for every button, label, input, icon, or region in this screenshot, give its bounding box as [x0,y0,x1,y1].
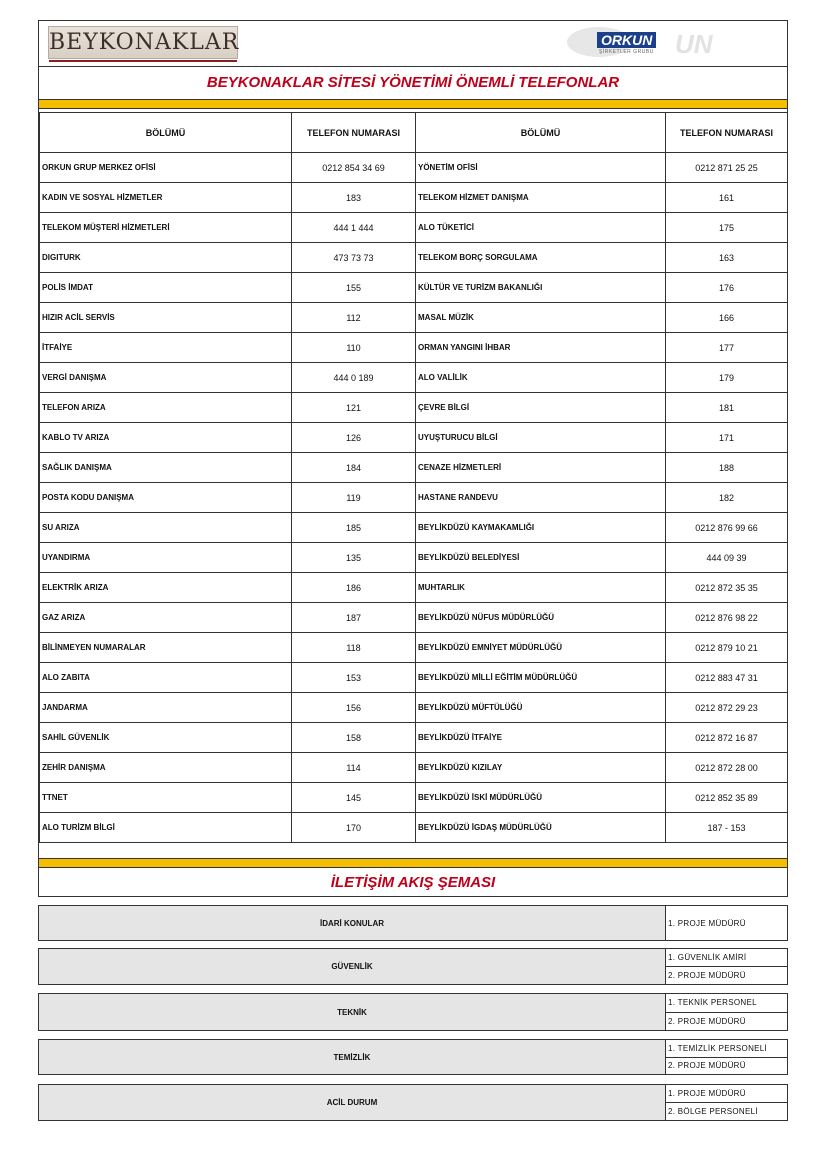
phone-number-cell: 0212 872 35 35 [666,573,788,603]
table-row [40,303,788,333]
department-cell: KABLO TV ARIZA [40,423,292,453]
table-row [40,423,788,453]
department-cell: BEYLİKDÜZÜ İSKİ MÜDÜRLÜĞÜ [416,783,666,813]
flow-contact: 2. BÖLGE PERSONELİ [668,1107,758,1116]
phone-table [39,112,788,843]
department-cell: ELEKTRİK ARIZA [40,573,292,603]
phone-number-cell: 156 [292,693,416,723]
table-row [40,513,788,543]
table-row [40,783,788,813]
phone-number-cell: 155 [292,273,416,303]
table-header-row [40,113,788,153]
phone-number-cell: 112 [292,303,416,333]
phone-number-cell: 188 [666,453,788,483]
flow-contact: 2. PROJE MÜDÜRÜ [668,971,746,980]
phone-number-cell: 0212 852 35 89 [666,783,788,813]
table-row [40,153,788,183]
phone-number-cell: 158 [292,723,416,753]
flow-contact: 1. PROJE MÜDÜRÜ [668,918,746,928]
phone-number-cell: 110 [292,333,416,363]
table-row [40,243,788,273]
flow-contact: 2. PROJE MÜDÜRÜ [668,1016,746,1026]
phone-number-cell: 444 09 39 [666,543,788,573]
flow-topic: TEMİZLİK [39,1040,666,1074]
column-header: BÖLÜMÜ [40,113,292,153]
page-title: BEYKONAKLAR SİTESİ YÖNETİMİ ÖNEMLİ TELEFONLAR [206,74,620,91]
phone-number-cell: 185 [292,513,416,543]
logo-underline [49,60,237,62]
department-cell: BEYLİKDÜZÜ MİLLİ EĞİTİM MÜDÜRLÜĞÜ [416,663,666,693]
department-cell: İTFAİYE [40,333,292,363]
department-cell: TELEFON ARIZA [40,393,292,423]
department-cell: ALO VALİLİK [416,363,666,393]
orkun-logo [567,27,763,59]
phone-number-cell: 184 [292,453,416,483]
department-cell: VERGİ DANIŞMA [40,363,292,393]
phone-number-cell: 121 [292,393,416,423]
department-cell: TELEKOM HİZMET DANIŞMA [416,183,666,213]
flow-title-row [38,868,788,897]
department-cell: BEYLİKDÜZÜ İTFAİYE [416,723,666,753]
phone-number-cell: 170 [292,813,416,843]
phone-number-cell: 114 [292,753,416,783]
department-cell: BEYLİKDÜZÜ MÜFTÜLÜĞÜ [416,693,666,723]
phone-number-cell: 171 [666,423,788,453]
phone-number-cell: 163 [666,243,788,273]
flow-contacts [666,906,787,940]
table-row [40,393,788,423]
department-cell: ZEHİR DANIŞMA [40,753,292,783]
flow-contact: 2. PROJE MÜDÜRÜ [668,1061,746,1071]
orkun-logo-word: ORKUN [597,32,656,48]
phone-number-cell: 183 [292,183,416,213]
department-cell: MUHTARLIK [416,573,666,603]
flow-group [38,1039,788,1075]
table-row [40,813,788,843]
department-cell: ORMAN YANGINI İHBAR [416,333,666,363]
beykonaklar-logo [48,26,238,59]
phone-list-frame [38,20,788,868]
department-cell: SAHİL GÜVENLİK [40,723,292,753]
phone-number-cell: 0212 872 16 87 [666,723,788,753]
flow-contacts [666,1040,787,1074]
department-cell: BEYLİKDÜZÜ NÜFUS MÜDÜRLÜĞÜ [416,603,666,633]
flow-contacts [666,1085,787,1120]
phone-number-cell: 126 [292,423,416,453]
department-cell: ALO TURİZM BİLGİ [40,813,292,843]
flow-topic: GÜVENLİK [39,949,666,984]
flow-contact: 1. TEKNİK PERSONEL [666,994,787,1013]
phone-number-cell: 473 73 73 [292,243,416,273]
flow-contact: 1. PROJE MÜDÜRÜ [666,1085,787,1103]
phone-number-cell: 135 [292,543,416,573]
department-cell: CENAZE HİZMETLERİ [416,453,666,483]
flow-title: İLETİŞİM AKIŞ ŞEMASI [330,874,496,891]
column-header: TELEFON NUMARASI [666,113,788,153]
department-cell: TELEKOM MÜŞTERİ HİZMETLERİ [40,213,292,243]
phone-number-cell: 161 [666,183,788,213]
flow-group [38,948,788,985]
flow-group [38,905,788,941]
orkun-logo-subtitle: ŞİRKETLER GRUBU [599,49,654,55]
department-cell: JANDARMA [40,693,292,723]
flow-group [38,993,788,1031]
column-header: BÖLÜMÜ [416,113,666,153]
column-header: TELEFON NUMARASI [292,113,416,153]
department-cell: HASTANE RANDEVU [416,483,666,513]
phone-number-cell: 0212 876 98 22 [666,603,788,633]
department-cell: TELEKOM BORÇ SORGULAMA [416,243,666,273]
department-cell: BEYLİKDÜZÜ BELEDİYESİ [416,543,666,573]
table-row [40,633,788,663]
phone-number-cell: 182 [666,483,788,513]
flow-contacts [666,994,787,1030]
department-cell: ORKUN GRUP MERKEZ OFİSİ [40,153,292,183]
department-cell: BEYLİKDÜZÜ İGDAŞ MÜDÜRLÜĞÜ [416,813,666,843]
phone-number-cell: 175 [666,213,788,243]
logo-row [39,21,787,67]
phone-number-cell: 444 1 444 [292,213,416,243]
table-row [40,723,788,753]
table-row [40,333,788,363]
department-cell: KADIN VE SOSYAL HİZMETLER [40,183,292,213]
phone-number-cell: 177 [666,333,788,363]
table-row [40,543,788,573]
phone-number-cell: 187 - 153 [666,813,788,843]
phone-number-cell: 153 [292,663,416,693]
flow-contact: 1. GÜVENLİK AMİRİ [666,949,787,967]
phone-number-cell: 0212 872 28 00 [666,753,788,783]
table-row [40,753,788,783]
department-cell: POLİS İMDAT [40,273,292,303]
department-cell: MASAL MÜZİK [416,303,666,333]
phone-number-cell: 0212 872 29 23 [666,693,788,723]
department-cell: SU ARIZA [40,513,292,543]
phone-number-cell: 145 [292,783,416,813]
table-row [40,213,788,243]
department-cell: UYANDIRMA [40,543,292,573]
table-row [40,603,788,633]
department-cell: ALO TÜKETİCİ [416,213,666,243]
table-row [40,453,788,483]
phone-number-cell: 187 [292,603,416,633]
department-cell: GAZ ARIZA [40,603,292,633]
department-cell: BEYLİKDÜZÜ EMNİYET MÜDÜRLÜĞÜ [416,633,666,663]
table-row [40,363,788,393]
flow-contact: 1. TEMİZLİK PERSONELİ [666,1040,787,1058]
phone-number-cell: 186 [292,573,416,603]
beykonaklar-logo-text: BEYKONAKLAR [49,30,240,55]
phone-number-cell: 444 0 189 [292,363,416,393]
table-row [40,573,788,603]
department-cell: UYUŞTURUCU BİLGİ [416,423,666,453]
table-row [40,663,788,693]
flow-contacts [666,949,787,984]
flow-topic: TEKNİK [39,994,666,1030]
department-cell: ALO ZABITA [40,663,292,693]
phone-number-cell: 166 [666,303,788,333]
table-row [40,273,788,303]
orkun-logo-watermark: UN [675,29,713,59]
phone-number-cell: 119 [292,483,416,513]
flow-group [38,1084,788,1121]
table-row [40,183,788,213]
phone-number-cell: 0212 871 25 25 [666,153,788,183]
phone-number-cell: 0212 876 99 66 [666,513,788,543]
phone-number-cell: 176 [666,273,788,303]
department-cell: BEYLİKDÜZÜ KIZILAY [416,753,666,783]
department-cell: BİLİNMEYEN NUMARALAR [40,633,292,663]
phone-number-cell: 181 [666,393,788,423]
phone-number-cell: 0212 879 10 21 [666,633,788,663]
table-row [40,693,788,723]
phone-number-cell: 0212 854 34 69 [292,153,416,183]
department-cell: YÖNETİM OFİSİ [416,153,666,183]
title-row [39,66,787,100]
department-cell: DIGITURK [40,243,292,273]
department-cell: POSTA KODU DANIŞMA [40,483,292,513]
phone-number-cell: 118 [292,633,416,663]
department-cell: TTNET [40,783,292,813]
department-cell: KÜLTÜR VE TURİZM BAKANLIĞI [416,273,666,303]
phone-number-cell: 0212 883 47 31 [666,663,788,693]
department-cell: ÇEVRE BİLGİ [416,393,666,423]
department-cell: SAĞLIK DANIŞMA [40,453,292,483]
yellow-divider-bottom [39,858,787,868]
flow-topic: ACİL DURUM [39,1085,666,1120]
table-row [40,483,788,513]
flow-topic: İDARİ KONULAR [39,906,666,940]
department-cell: HIZIR ACİL SERVİS [40,303,292,333]
yellow-divider-top [39,99,787,109]
department-cell: BEYLİKDÜZÜ KAYMAKAMLIĞI [416,513,666,543]
phone-number-cell: 179 [666,363,788,393]
